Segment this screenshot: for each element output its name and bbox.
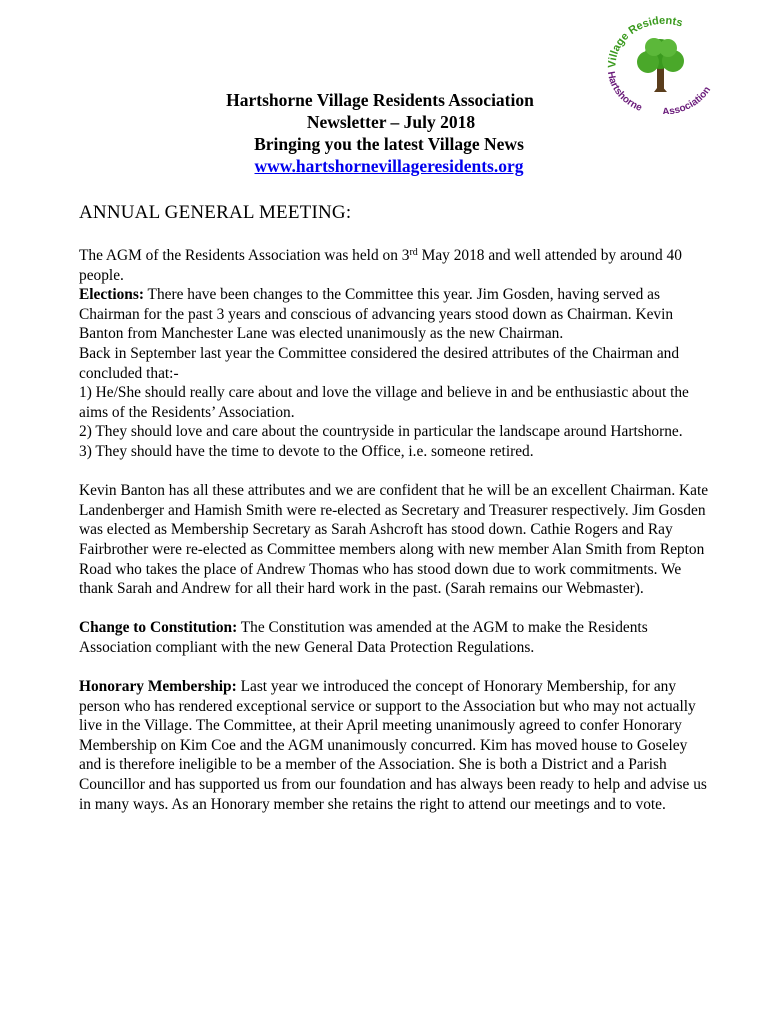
agm-article <box>79 246 709 814</box>
org-name: Hartshorne Village Residents Association <box>226 90 534 110</box>
agm-intro: The AGM of the Residents Association was held on 3rd May 2018 and well attended by around 40 people. <box>79 247 682 284</box>
newsletter-edition: Newsletter – July 2018 <box>306 112 476 132</box>
newsletter-tagline: Bringing you the latest Village News <box>254 134 524 154</box>
section-heading: ANNUAL GENERAL MEETING: <box>79 202 352 223</box>
logo-text-left: Hartshorne <box>604 70 644 114</box>
logo-text-right: Association <box>661 84 714 114</box>
website-link[interactable]: www.hartshornevillageresidents.org <box>254 156 524 176</box>
committee-paragraph: Kevin Banton has all these attributes and we are confident that he will be an excellent Chairman. Kate Landenberger and Hamish Smith were re-elected as Secretary and Treasurer respectively. Jim Gosden was elected as Membership Secretary as Sarah Ashcroft has stood down. Cathie Rogers and Ray Fairbrother were re-elected as Committee members along with new member Alan Smith from Repton Road who takes the place of Andrew Thomas who has stood down due to work commitments. We thank Sarah and Andrew for all their hard work in the past. (Sarah remains our Webmaster). <box>79 482 709 598</box>
tree-icon <box>637 38 684 92</box>
newsletter-header <box>0 89 770 177</box>
constitution-label: Change to Constitution: <box>79 619 238 637</box>
honorary-paragraph: Honorary Membership: Last year we introduced the concept of Honorary Membership, for any person who has rendered exceptional service or support to the Association but who may not actually live in the Village. The Committee, at their April meeting unanimously agreed to confer Honorary Membership on Kim Coe and the AGM unanimously concurred. Kim has moved house to Goseley and is therefore ineligible to be a member of the Association. She is both a District and a Parish Councillor and has supported us from our foundation and has always been ready to help and advise us in many ways. As an Honorary member she retains the right to attend our meetings and to vote. <box>79 678 707 813</box>
back-paragraph: Back in September last year the Committee considered the desired attributes of the Chairman and concluded that:- <box>79 344 680 382</box>
elections-paragraph: Elections: There have been changes to the Committee this year. Jim Gosden, having served as Chairman for the past 3 years and conscious of advancing years stood down as Chairman. Kevin Banton from Manchester Lane was elected unanimously as the new Chairman. <box>79 286 674 343</box>
constitution-paragraph: Change to Constitution: The Constitution was amended at the AGM to make the Residents Association compliant with the new General Data Protection Regulations. <box>79 619 648 656</box>
logo-text-top: Village Residents <box>606 14 684 69</box>
attribute-item-1: 1) He/She should really care about and love the village and believe in and be enthusiastic about the aims of the Residents’ Association. <box>79 384 689 421</box>
elections-label: Elections: <box>79 286 144 304</box>
honorary-label: Honorary Membership: <box>79 678 237 696</box>
attribute-item-3: 3) They should have the time to devote to the Office, i.e. someone retired. <box>79 442 534 460</box>
attribute-item-2: 2) They should love and care about the countryside in particular the landscape around Hartshorne. <box>79 423 683 441</box>
